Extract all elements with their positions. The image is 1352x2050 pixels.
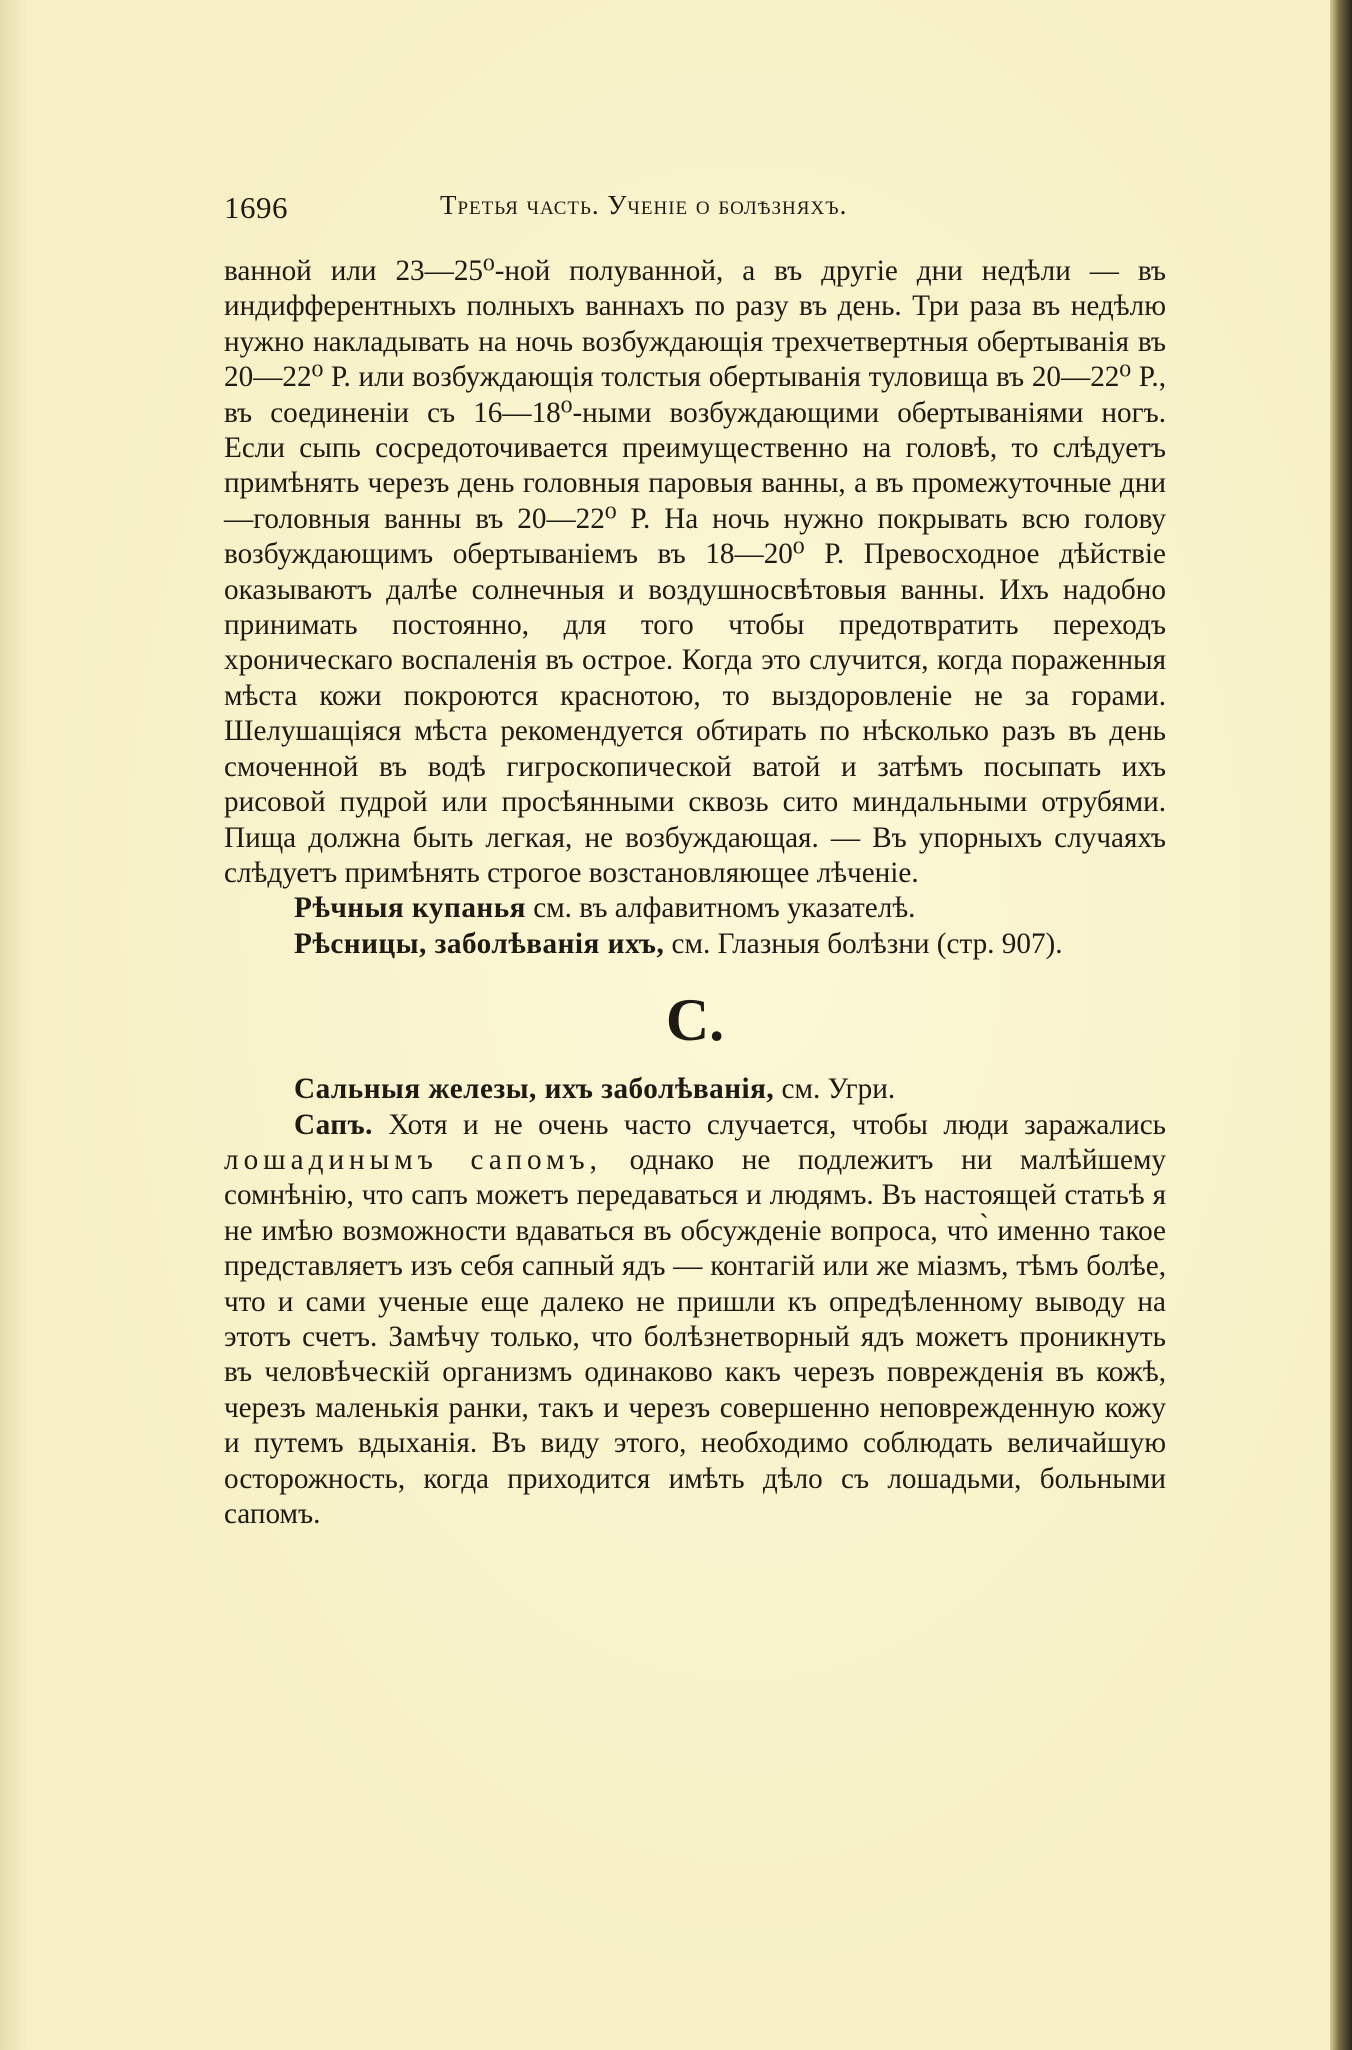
entry-text: см. Угри. xyxy=(781,1073,896,1106)
emphasized-phrase: лошадинымъ сапомъ, xyxy=(224,1143,602,1176)
entry-text: Хотя и не очень часто случается, чтобы люди заражались xyxy=(388,1108,1166,1141)
entry-heading: Сапъ. xyxy=(294,1108,373,1141)
entry-rechnye-kupanya xyxy=(224,891,1166,926)
entry-heading: Рѣсницы, заболѣванія ихъ, xyxy=(294,927,665,960)
entry-heading: Рѣчныя купанья xyxy=(294,892,526,925)
page-number: 1696 xyxy=(224,190,288,225)
running-header xyxy=(224,190,1166,226)
page-edge-shadow xyxy=(1330,0,1352,2050)
entry-resnitsy xyxy=(224,927,1166,962)
entry-heading: Сальныя железы, ихъ заболѣванія, xyxy=(294,1073,775,1106)
entry-text: см. въ алфавитномъ указателѣ. xyxy=(533,892,916,925)
entry-text: однако не подлежитъ ни малѣйшему сомнѣнію, что сапъ можетъ передаваться и людямъ. Въ настоящей статьѣ я не имѣю возможности вдаваться въ обсужденіе вопроса, что̀ именно такое представляетъ изъ себя сапный ядъ — контагій или же міазмъ, тѣмъ болѣе, что и сами ученые еще далеко не пришли къ опредѣленному выводу на этотъ счетъ. Замѣчу только, что болѣзнетворный ядъ можетъ проникнуть въ человѣческій организмъ одинаково какъ черезъ поврежденія въ кожѣ, черезъ маленькія ранки, такъ и черезъ совершенно неповрежденную кожу и путемъ вдыханія. Въ виду этого, необходимо соблюдать величайшую осторожность, когда приходится имѣть дѣло съ лошадьми, больными сапомъ. xyxy=(224,1143,1167,1530)
continuation-paragraph: ванной или 23—25⁰-ной полуванной, а въ другіе дни недѣли — въ индифферентныхъ полныхъ ваннахъ по разу въ день. Три раза въ недѣлю нужно накладывать на ночь возбуждающія трехчетвертныя обертыванія въ 20—22⁰ Р. или возбуждающія толстыя обертыванія туловища въ 20—22⁰ Р., въ соединеніи съ 16—18⁰-ными возбуждающими обертываніями ногъ. Если сыпь сосредоточивается преимущественно на головѣ, то слѣдуетъ примѣнять черезъ день головныя паровыя ванны, а въ промежуточные дни—головныя ванны въ 20—22⁰ Р. На ночь нужно покрывать всю голову возбуждающимъ обертываніемъ въ 18—20⁰ Р. Превосходное дѣйствіе оказываютъ далѣе солнечныя и воздушносвѣтовыя ванны. Ихъ надобно принимать постоянно, для того чтобы предотвратить переходъ хроническаго воспаленія въ острое. Когда это случится, когда пораженныя мѣста кожи покроются краснотою, то выздоровленіе не за горами. Шелушащіяся мѣста рекомендуется обтирать по нѣсколько разъ въ день смоченной въ водѣ гигроскопической ватой и затѣмъ посыпать ихъ рисовой пудрой или просѣянными сквозь сито миндальными отрубями. Пища должна быть легкая, не возбуждающая. — Въ упорныхъ случаяхъ слѣдуетъ примѣнять строгое возстановляющее лѣченіе. xyxy=(224,255,1166,889)
body-text xyxy=(224,254,1166,1532)
book-page xyxy=(224,190,1166,1532)
entry-sap xyxy=(224,1108,1166,1533)
running-title: Третья часть. Ученіе о болѣзняхъ. xyxy=(440,190,848,220)
section-letter-heading: С. xyxy=(665,987,725,1054)
entry-salnye-zhelezy xyxy=(224,1072,1166,1107)
entry-text: см. Глазныя болѣзни (стр. 907). xyxy=(671,927,1063,960)
